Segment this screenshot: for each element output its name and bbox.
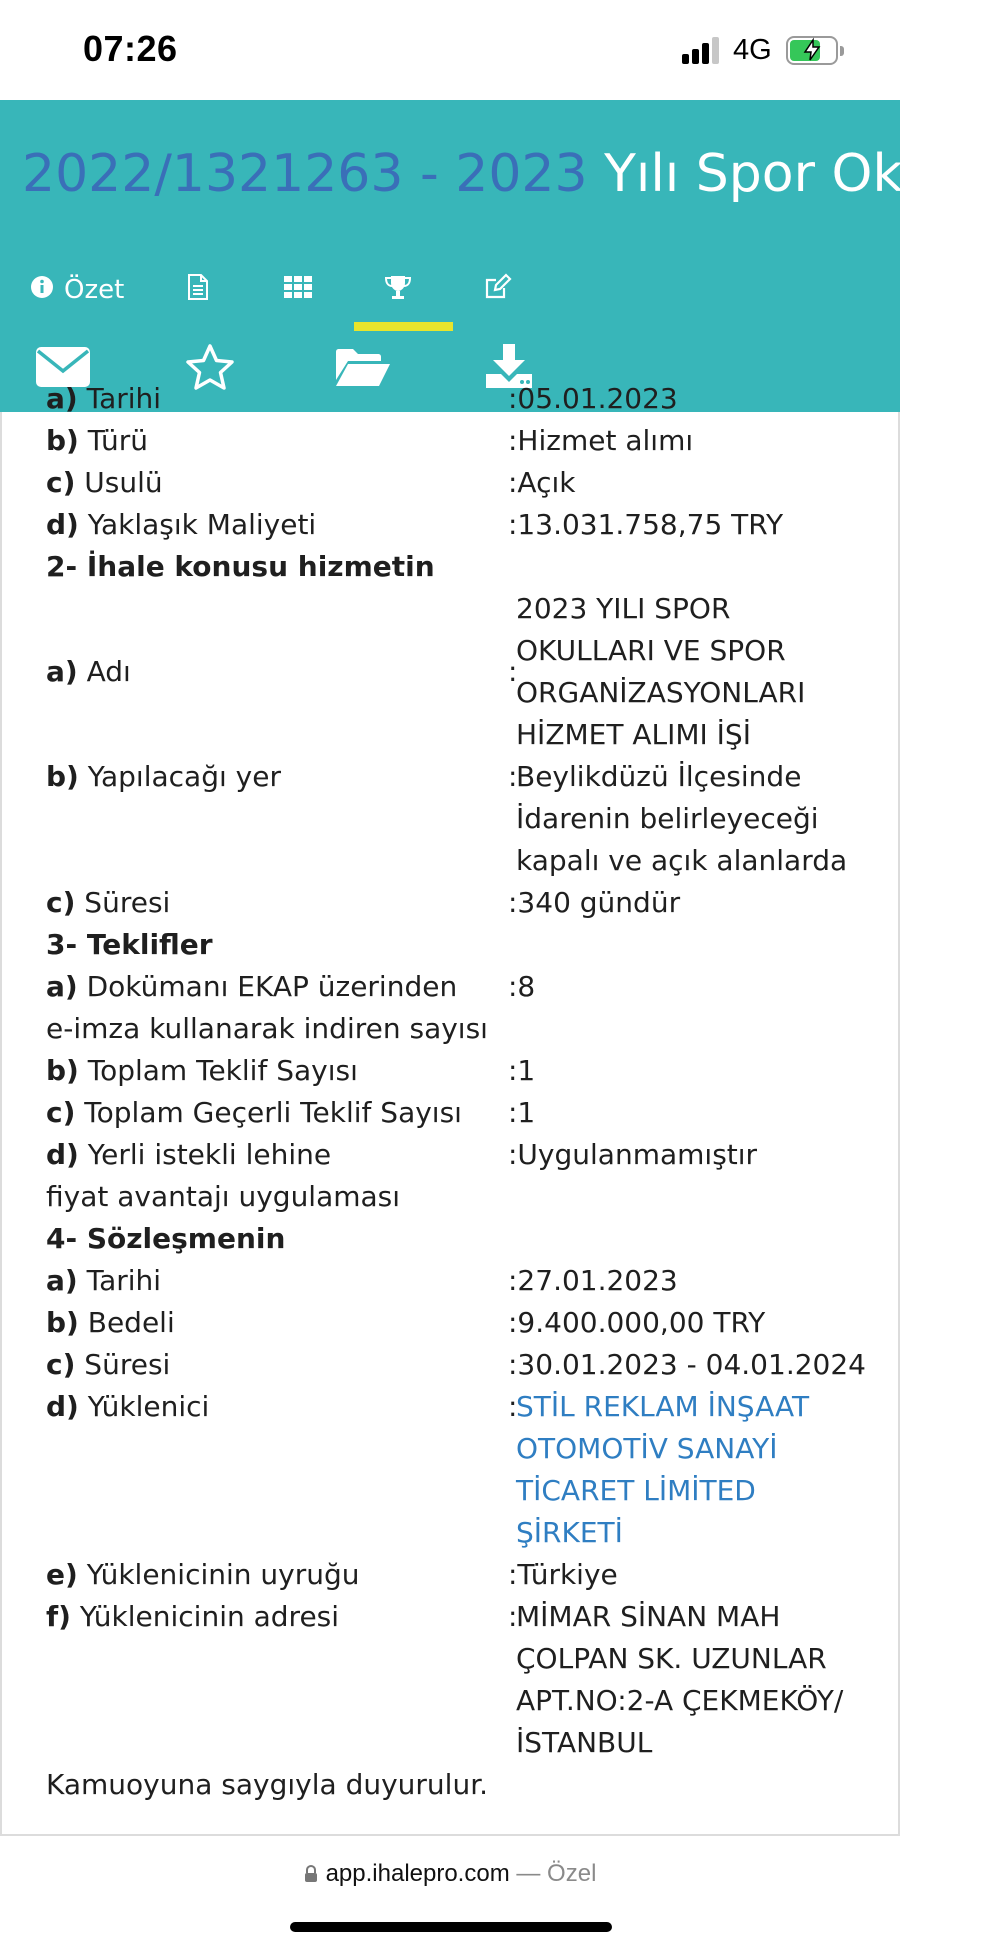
private-label: Özel <box>547 1860 597 1887</box>
url-separator: — <box>509 1860 548 1887</box>
row-value: :1 <box>508 1054 536 1087</box>
signal-icon <box>682 36 722 64</box>
row-value: :30.01.2023 - 04.01.2024 <box>508 1348 866 1381</box>
page-title <box>22 144 984 204</box>
row-key: a) <box>46 382 78 415</box>
row-label: Bedeli <box>78 1306 175 1339</box>
row-key: c) <box>46 466 76 499</box>
row-key: a) <box>46 970 78 1003</box>
row-label: Tarihi <box>77 382 162 415</box>
row-key: a) <box>46 1264 78 1297</box>
detail-row <box>46 1596 866 1764</box>
trophy-icon <box>384 273 412 308</box>
detail-row <box>46 588 866 756</box>
row-label: Yapılacağı yer <box>78 760 281 793</box>
row-label: Yaklaşık Maliyeti <box>78 508 317 541</box>
tab-summary[interactable] <box>30 260 124 320</box>
document-icon <box>186 273 210 308</box>
row-value: :Türkiye <box>508 1558 618 1591</box>
row-key: f) <box>46 1600 71 1633</box>
row-key: c) <box>46 1348 76 1381</box>
row-key: b) <box>46 760 79 793</box>
tab-summary-label: Özet <box>64 275 125 305</box>
row-label: Adı <box>77 655 131 688</box>
row-key: b) <box>46 1054 79 1087</box>
row-value: :Açık <box>508 466 576 499</box>
row-label-continuation: fiyat avantajı uygulaması <box>46 1180 401 1213</box>
row-key: a) <box>46 655 78 688</box>
contractor-link[interactable]: STİL REKLAM İNŞAAT OTOMOTİV SANAYİ TİCARET LİMİTED ŞİRKETİ <box>516 1390 810 1549</box>
tab-document[interactable] <box>186 260 210 320</box>
row-label: Yüklenicinin adresi <box>70 1600 340 1633</box>
tender-id: 2022/1321263 - 2023 <box>22 144 588 204</box>
row-value: 2023 YILI SPOR OKULLARI VE SPOR ORGANİZASYONLARI HİZMET ALIMI İŞİ <box>516 592 806 751</box>
row-key: b) <box>46 424 79 457</box>
app-header <box>0 100 984 412</box>
row-value: :27.01.2023 <box>508 1264 678 1297</box>
row-value: :Uygulanmamıştır <box>508 1138 758 1171</box>
info-icon <box>30 275 54 306</box>
row-label: Toplam Teklif Sayısı <box>78 1054 358 1087</box>
row-key: c) <box>46 1096 76 1129</box>
row-value: :05.01.2023 <box>508 382 678 415</box>
row-label: Yüklenici <box>78 1390 210 1423</box>
row-label: Dokümanı EKAP üzerinden <box>77 970 458 1003</box>
row-label: Süresi <box>75 886 171 919</box>
network-label: 4G <box>733 34 772 66</box>
edit-icon <box>484 273 512 308</box>
row-label: Usulü <box>75 466 163 499</box>
row-key: d) <box>46 1138 79 1171</box>
row-value: Beylikdüzü İlçesinde İdarenin belirleyeceği kapalı ve açık alanlarda <box>516 760 848 877</box>
url-text[interactable] <box>0 1860 900 1888</box>
row-value: :13.031.758,75 TRY <box>508 508 784 541</box>
section-heading: 2- İhale konusu hizmetin <box>46 550 435 583</box>
section-heading: 4- Sözleşmenin <box>46 1222 286 1255</box>
row-label-continuation: e-imza kullanarak indiren sayısı <box>46 1012 488 1045</box>
tab-grid[interactable] <box>284 260 312 320</box>
row-label: Türü <box>78 424 149 457</box>
status-time: 07:26 <box>83 28 178 69</box>
row-label: Yüklenicinin uyruğu <box>77 1558 360 1591</box>
row-colon: : <box>508 655 518 688</box>
row-value: MİMAR SİNAN MAH ÇOLPAN SK. UZUNLAR APT.NO:2-A ÇEKMEKÖY/ İSTANBUL <box>516 1600 844 1759</box>
tab-edit[interactable] <box>484 260 512 320</box>
row-label: Süresi <box>75 1348 171 1381</box>
lock-icon <box>304 1860 326 1887</box>
row-value: :1 <box>508 1096 536 1129</box>
row-colon: : <box>508 1600 518 1633</box>
row-label: Toplam Geçerli Teklif Sayısı <box>75 1096 462 1129</box>
closing-text: Kamuoyuna saygıyla duyurulur. <box>46 1768 489 1801</box>
row-key: e) <box>46 1558 78 1591</box>
row-colon: : <box>508 1390 518 1423</box>
row-label: Tarihi <box>77 1264 162 1297</box>
browser-url-bar[interactable] <box>0 1838 900 1946</box>
home-indicator[interactable] <box>290 1922 612 1932</box>
row-key: b) <box>46 1306 79 1339</box>
row-value: :Hizmet alımı <box>508 424 694 457</box>
tab-results[interactable] <box>384 260 412 320</box>
row-key: d) <box>46 508 79 541</box>
tender-title: Yılı Spor Oku... <box>587 144 984 204</box>
tab-bar <box>0 260 900 320</box>
grid-icon <box>284 275 312 306</box>
section-heading: 3- Teklifler <box>46 928 213 961</box>
row-key: c) <box>46 886 76 919</box>
row-value: :340 gündür <box>508 886 681 919</box>
row-key: d) <box>46 1390 79 1423</box>
detail-row <box>46 1386 866 1554</box>
status-bar <box>0 0 900 100</box>
active-tab-indicator <box>354 322 453 331</box>
row-value: :8 <box>508 970 536 1003</box>
row-colon: : <box>508 760 518 793</box>
detail-row <box>46 756 866 882</box>
announcement-content <box>0 382 900 1836</box>
row-value: :9.400.000,00 TRY <box>508 1306 766 1339</box>
url-domain: app.ihalepro.com <box>325 1860 510 1887</box>
battery-icon <box>786 36 838 65</box>
row-label: Yerli istekli lehine <box>78 1138 332 1171</box>
